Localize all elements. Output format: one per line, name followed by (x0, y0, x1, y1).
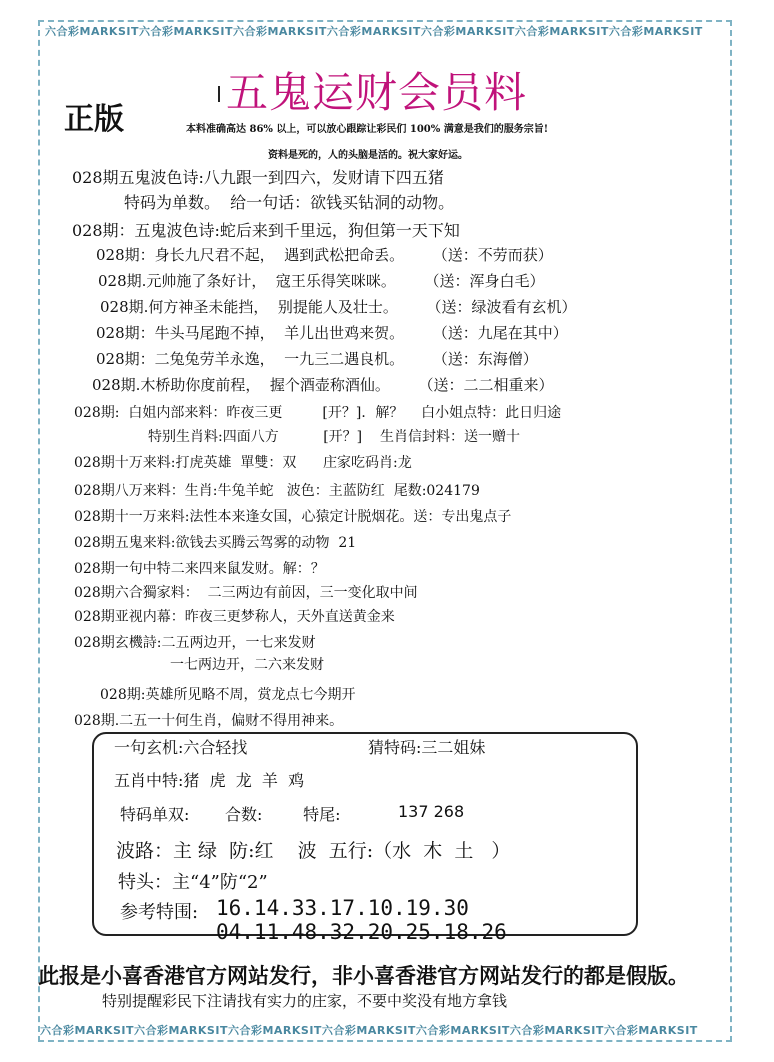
subtitle-accuracy: 本料准确高达 86% 以上，可以放心跟踪让彩民们 100% 满意是我们的服务宗旨! (186, 124, 549, 135)
content-line: 028期五鬼来料:欲钱去买腾云驾雾的动物 21 (74, 535, 357, 551)
box-ref-label: 参考特围: (120, 902, 199, 923)
box-guess: 猜特码:三二姐妹 (368, 738, 486, 757)
box-head: 特头：主“4”防“2” (118, 872, 268, 893)
border-watermark-top: 六合彩MARKSIT六合彩MARKSIT六合彩MARKSIT六合彩MARKSIT六合彩MARKSIT六合彩MARKSIT六合彩MARKSIT (45, 25, 703, 38)
box-ref-row2: 04.11.48.32.20.25.18.26 (216, 920, 507, 944)
content-line: 028期：五鬼波色诗:蛇后来到千里远，狗但第一天下知 (72, 221, 460, 240)
content-line: 028期一句中特二来四来鼠发财。解：？ (74, 561, 325, 577)
content-line: 一七两边开，二六来发财 (170, 657, 324, 673)
box-riddle: 一句玄机:六合轻找 (114, 738, 248, 757)
content-line: 特码为单数。 给一句话：欲钱买钻洞的动物。 (124, 193, 455, 212)
footer-notice: 此报是小喜香港官方网站发行，非小喜香港官方网站发行的都是假版。 (38, 964, 689, 988)
border-watermark-bottom: 六合彩MARKSIT六合彩MARKSIT六合彩MARKSIT六合彩MARKSIT六合彩MARKSIT六合彩MARKSIT六合彩MARKSIT (40, 1024, 698, 1037)
content-line: 028期.二五一十何生肖，偏财不得用神来。 (74, 713, 344, 729)
content-line: 028期.木桥助你度前程， 握个酒壶称酒仙。 （送：二二相重来） (92, 376, 554, 394)
content-line: 特别生肖料:四面八方 [开？] 生肖信封料：送一赠十 (148, 429, 520, 445)
content-line: 028期五鬼波色诗:八九跟一到四六，发财请下四五猪 (72, 168, 444, 187)
content-line: 028期.元帅施了条好计， 寇王乐得笑咪咪。 （送：浑身白毛） (98, 272, 545, 290)
content-line: 028期：牛头马尾跑不掉， 羊儿出世鸡来贺。 （送：九尾在其中） (96, 324, 568, 342)
subtitle-motto: 资料是死的，人的头脑是活的。祝大家好运。 (268, 150, 468, 161)
content-line: 028期十一万来料:法性本来逢女国，心猿定计脱烟花。送：专出鬼点子 (74, 509, 512, 525)
box-ref-row1: 16.14.33.17.10.19.30 (216, 896, 469, 920)
content-line: 028期: 白姐内部来料：昨夜三更 [开？]．解？ 白小姐点特：此日归途 (74, 405, 562, 421)
content-line: 028期八万来料：生肖:牛兔羊蛇 波色：主蓝防红 尾数:024179 (74, 483, 480, 499)
content-line: 028期亚视内幕：昨夜三更梦称人，天外直送黄金来 (74, 609, 395, 625)
box-wave: 波路：主 绿 防:红 波 五行:（水 木 土 ） (116, 840, 511, 862)
content-line: 028期：身长九尺君不起， 遇到武松把命丢。 （送：不劳而获） (96, 246, 553, 264)
title-divider (218, 86, 220, 102)
box-five-zodiac: 五肖中特:猪 虎 龙 羊 鸡 (114, 771, 305, 790)
authentic-badge: 正版 (64, 102, 124, 137)
page-title: 五鬼运财会员料 (226, 68, 528, 117)
content-line: 028期玄機詩:二五两边开，一七来发财 (74, 635, 316, 651)
content-line: 028期.何方神圣未能挡， 别提能人及壮士。 （送：绿波看有玄机） (100, 298, 577, 316)
box-odd-even: 特码单双: 合数: 特尾: (120, 805, 341, 824)
box-tail-value: 137 268 (398, 802, 465, 821)
content-line: 028期六合獨家料： 二三两边有前因，三一变化取中间 (74, 585, 418, 601)
content-line: 028期十万来料:打虎英雄 單雙：双 庄家吃码肖:龙 (74, 455, 412, 471)
content-line: 028期:英雄所见略不周，赏龙点七今期开 (100, 687, 356, 703)
content-line: 028期：二兔兔劳羊永逸， 一九三二遇良机。 （送：东海僧） (96, 350, 538, 368)
footer-reminder: 特别提醒彩民下注请找有实力的庄家，不要中奖没有地方拿钱 (102, 992, 508, 1010)
